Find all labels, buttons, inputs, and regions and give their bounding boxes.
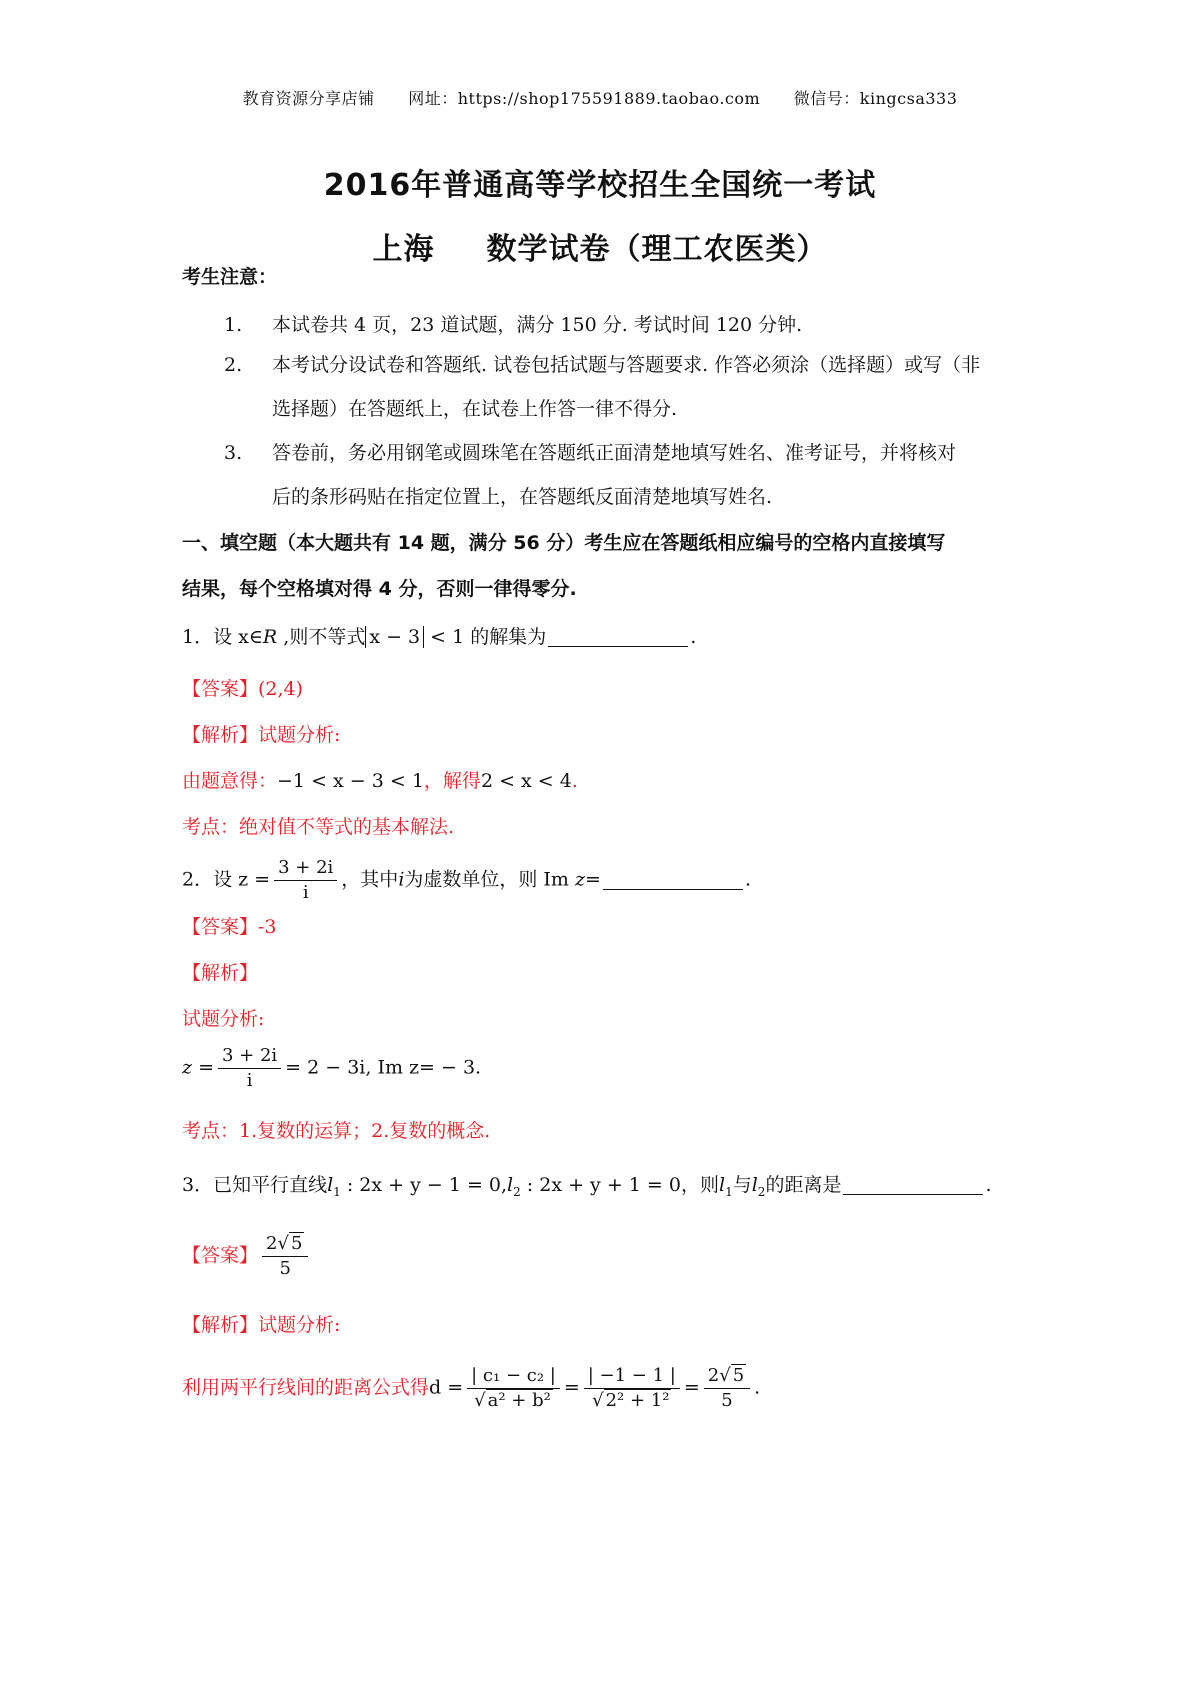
formula-eq: =	[563, 1376, 580, 1399]
subject-label: 数学试卷（理工农医类）	[486, 232, 828, 267]
q1-mid: ,则不等式	[277, 626, 366, 648]
radicand: 5	[732, 1365, 745, 1386]
q3-l2-sub: 2	[513, 1184, 521, 1199]
q1-end: .	[690, 626, 697, 648]
answer-value: -3	[258, 916, 277, 938]
q3-formula	[182, 1364, 760, 1413]
fraction-denominator: 5	[279, 1258, 291, 1279]
section-heading: 一、填空题（本大题共有 14 题，满分 56 分）考生应在答题纸相应编号的空格内直接填写	[182, 532, 946, 554]
answer-label: 【答案】	[182, 916, 259, 938]
formula-frac-3	[704, 1364, 750, 1413]
q2-analysis-text: 试题分析:	[182, 1008, 265, 1030]
notice-num: 1.	[224, 314, 243, 336]
analysis-label: 【解析】	[182, 1314, 259, 1336]
fraction-numerator: 2√ 5	[704, 1364, 750, 1389]
formula-eq: =	[683, 1376, 700, 1399]
notice-item	[224, 310, 802, 340]
answer-label: 【答案】	[182, 678, 259, 700]
fraction-numerator: | c₁ − c₂ |	[467, 1364, 560, 1389]
q3-mid3: 的距离是	[765, 1174, 842, 1196]
notice-text-cont: 后的条形码贴在指定位置上，在答题纸反面清楚地填写姓名.	[272, 486, 773, 508]
coef: 2	[266, 1233, 278, 1254]
q2-kaodian: 考点：1.复数的运算；2.复数的概念.	[182, 1120, 491, 1142]
q1-abs-expr: x − 3	[365, 626, 424, 648]
q3-analysis	[182, 1310, 340, 1340]
formula-text: 利用两平行线间的距离公式得	[182, 1376, 430, 1399]
fraction-denominator: √ a² + b²	[474, 1390, 551, 1411]
wechat-id: 微信号：kingcsa333	[793, 89, 958, 108]
formula-d: d =	[429, 1376, 464, 1399]
q3-answer	[182, 1232, 312, 1281]
step-math: −1 < x − 3 < 1	[277, 770, 424, 792]
q2-z: z	[575, 868, 586, 891]
notice-num: 2.	[224, 354, 243, 376]
shop-url: 网址：https://shop175591889.taobao.com	[408, 89, 761, 108]
answer-blank	[603, 871, 743, 890]
answer-fraction	[262, 1232, 308, 1281]
fraction-numerator: 3 + 2i	[218, 1044, 281, 1069]
notice-item	[224, 350, 980, 380]
shop-name: 教育资源分享店铺	[242, 89, 375, 108]
step-text: ，解得	[423, 770, 481, 792]
q1-set-r: R	[262, 626, 278, 648]
section-heading-cont: 结果，每个空格填对得 4 分，否则一律得零分.	[182, 578, 577, 600]
q3-l1: l	[327, 1174, 334, 1196]
q2-end: .	[744, 868, 751, 891]
notice-heading: 考生注意：	[182, 266, 278, 288]
q3-end: .	[985, 1174, 992, 1196]
q3-l2: l	[507, 1174, 514, 1196]
q2-fraction	[274, 856, 337, 905]
radicand: 2² + 1²	[605, 1390, 670, 1411]
q2-eq: =	[585, 868, 601, 891]
analysis-text: 试题分析:	[258, 1314, 341, 1336]
fraction-denominator: √ 2² + 1²	[592, 1390, 670, 1411]
notice-text-cont: 选择题）在答题纸上，在试卷上作答一律不得分.	[272, 398, 678, 420]
q3-l1-sub: 1	[333, 1184, 341, 1199]
fraction-denominator: i	[302, 882, 309, 903]
fraction-denominator: 5	[721, 1390, 733, 1411]
q2-analysis-label: 【解析】	[182, 962, 259, 984]
radicand: 5	[290, 1233, 303, 1254]
q3-eq2: : 2x + y + 1 = 0	[520, 1174, 681, 1196]
notice-text: 本试卷共 4 页，23 道试题，满分 150 分. 考试时间 120 分钟.	[272, 314, 803, 336]
q1-rel: < 1 的解集为	[424, 626, 547, 648]
question-2	[182, 856, 751, 905]
q1-prefix: 1．设 x∈	[182, 626, 263, 648]
q3-eq1: : 2x + y − 1 = 0,	[340, 1174, 508, 1196]
fraction-numerator: 2√ 5	[262, 1232, 308, 1257]
answer-value: (2,4)	[258, 678, 304, 700]
formula-frac-1	[467, 1364, 560, 1413]
question-1	[182, 622, 696, 652]
q3-l1-ref: l	[718, 1174, 726, 1196]
calc-rest: = 2 − 3i, Im z= − 3.	[285, 1056, 482, 1079]
q3-mid: ，则	[680, 1174, 719, 1196]
answer-blank	[548, 628, 688, 647]
radicand: a² + b²	[487, 1390, 551, 1411]
analysis-label: 【解析】	[182, 724, 259, 746]
answer-blank	[843, 1176, 983, 1195]
notice-text: 答卷前，务必用钢笔或圆珠笔在答题纸正面清楚地填写姓名、准考证号，并将核对	[272, 442, 957, 464]
formula-frac-2	[584, 1364, 680, 1413]
q3-mid2: 与	[732, 1174, 752, 1196]
q2-mid2: 为虚数单位，则 Im	[404, 868, 569, 891]
step-text: 由题意得：	[182, 770, 278, 792]
q2-i: i	[398, 868, 405, 891]
answer-label: 【答案】	[182, 1244, 259, 1267]
q1-kaodian: 考点：绝对值不等式的基本解法.	[182, 816, 455, 838]
q2-answer	[182, 912, 277, 942]
calc-fraction	[218, 1044, 281, 1093]
q3-l2-ref-sub: 2	[757, 1184, 766, 1199]
calc-z: z	[182, 1056, 193, 1079]
q3-l1-ref-sub: 1	[725, 1184, 733, 1199]
q2-mid: ，其中	[341, 868, 399, 891]
notice-text: 本考试分设试卷和答题纸. 试卷包括试题与答题要求. 作答必须涂（选择题）或写（非	[272, 354, 981, 376]
q1-answer	[182, 674, 303, 704]
calc-eq: =	[198, 1056, 214, 1079]
coef: 2	[707, 1365, 720, 1386]
fraction-numerator: | −1 − 1 |	[584, 1364, 680, 1389]
formula-tail: .	[754, 1376, 761, 1399]
notice-item	[224, 438, 956, 468]
step-end: .	[571, 770, 578, 792]
q3-prefix: 3．已知平行直线	[182, 1174, 328, 1196]
q1-step	[182, 766, 578, 796]
notice-num: 3.	[224, 442, 243, 464]
q2-prefix: 2．设 z =	[182, 868, 271, 891]
q3-l2-ref: l	[751, 1174, 758, 1196]
page-header	[0, 86, 1200, 109]
fraction-numerator: 3 + 2i	[274, 856, 337, 881]
exam-title: 2016年普通高等学校招生全国统一考试	[323, 168, 877, 203]
question-3	[182, 1170, 992, 1207]
analysis-text: 试题分析:	[258, 724, 341, 746]
region-label: 上海	[372, 232, 435, 267]
fraction-denominator: i	[246, 1070, 253, 1091]
q2-calc	[182, 1044, 481, 1093]
exam-subtitle	[0, 224, 1200, 268]
q1-analysis	[182, 720, 340, 750]
step-math: 2 < x < 4	[480, 770, 572, 792]
